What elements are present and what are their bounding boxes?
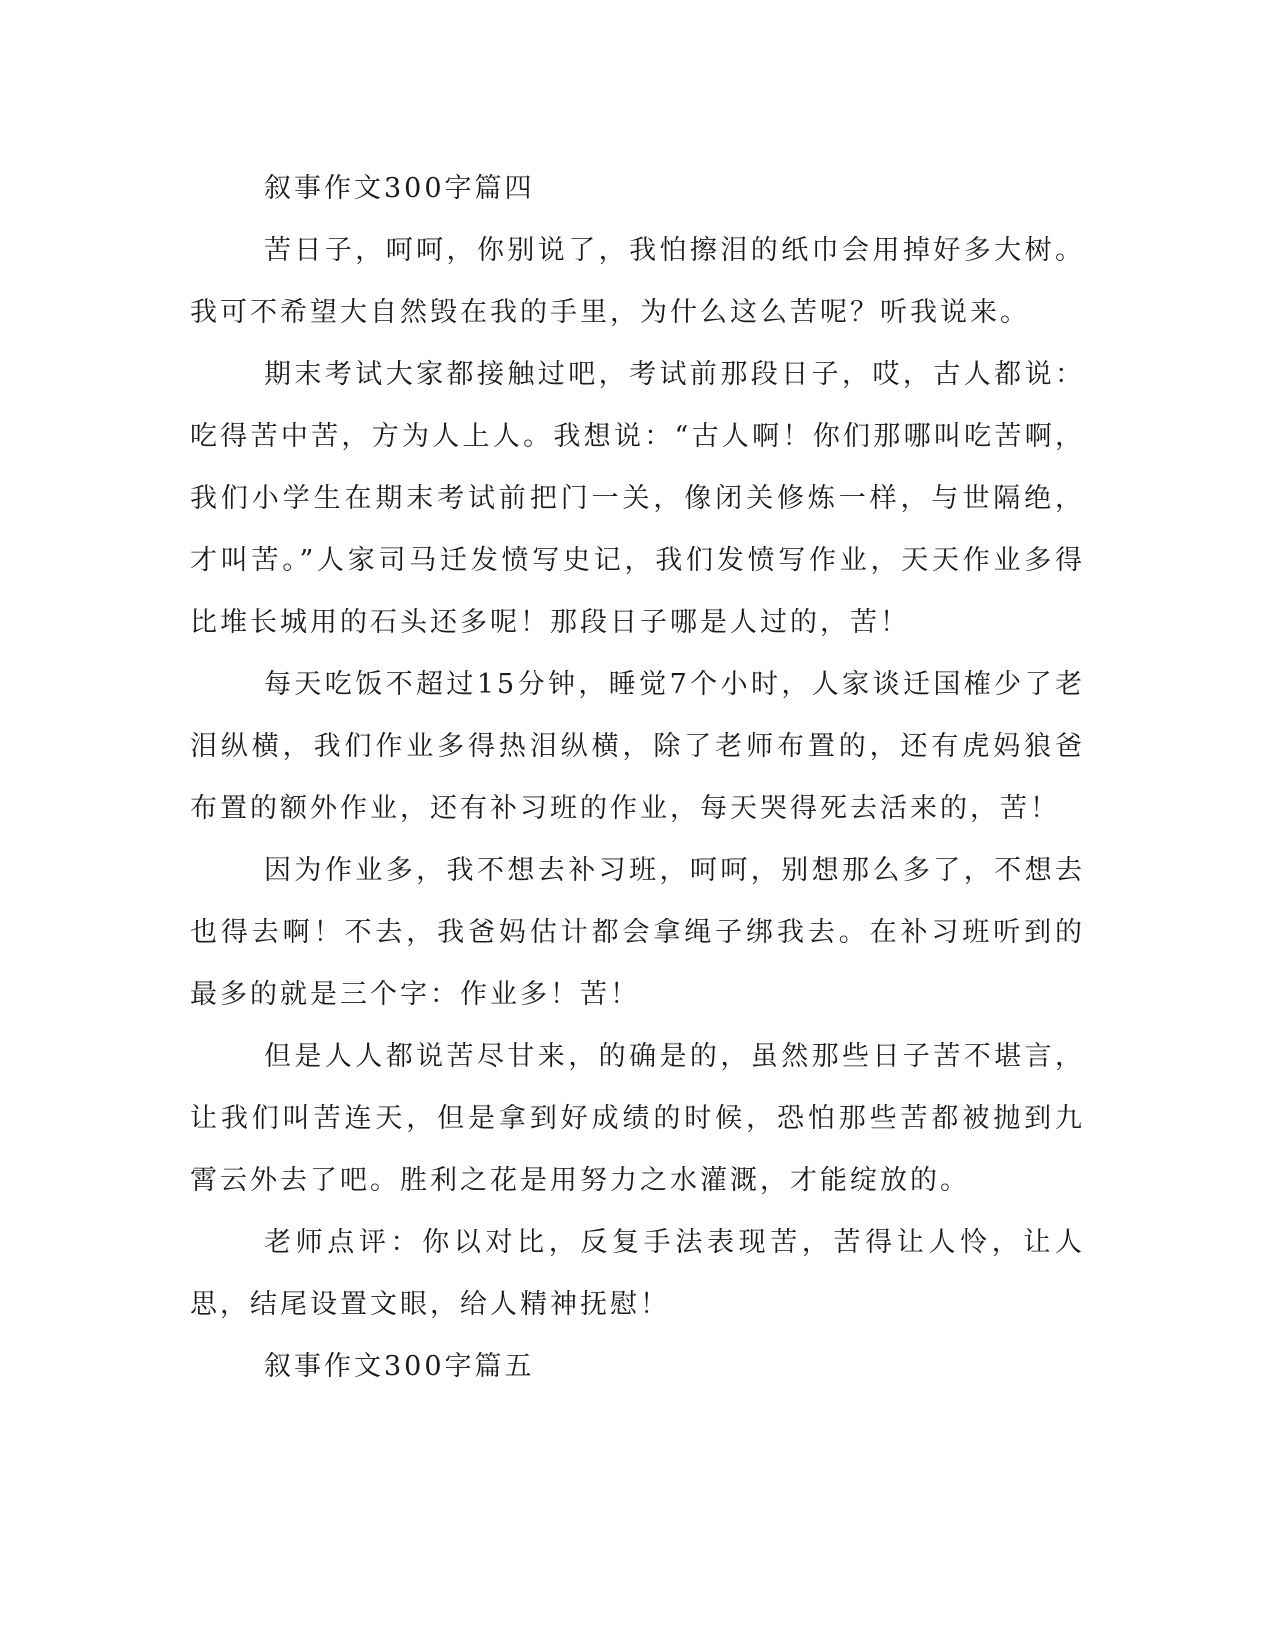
- section-heading-5: 叙事作文300字篇五: [264, 1351, 535, 1382]
- section-heading-4: 叙事作文300字篇四: [264, 173, 535, 204]
- paragraph: 期末考试大家都接触过吧，考试前那段日子，哎，古人都说：吃得苦中苦，方为人上人。我想说：“古人啊！你们那哪叫吃苦啊，我们小学生在期末考试前把门一关，像闭关修炼一样，与世隔绝，才叫苦。”人家司马迁发愤写史记，我们发愤写作业，天天作业多得比堆长城用的石头还多呢！那段日子哪是人过的，苦！: [190, 359, 1085, 638]
- paragraph: 苦日子，呵呵，你别说了，我怕擦泪的纸巾会用掉好多大树。我可不希望大自然毁在我的手里，为什么这么苦呢？听我说来。: [190, 235, 1085, 328]
- teacher-comment: 老师点评：你以对比，反复手法表现苦，苦得让人怜，让人思，结尾设置文眼，给人精神抚慰！: [190, 1227, 1085, 1320]
- document-body: [190, 158, 1085, 1398]
- paragraph: 但是人人都说苦尽甘来，的确是的，虽然那些日子苦不堪言，让我们叫苦连天，但是拿到好成绩的时候，恐怕那些苦都被抛到九霄云外去了吧。胜利之花是用努力之水灌溉，才能绽放的。: [190, 1041, 1085, 1196]
- paragraph: 每天吃饭不超过15分钟，睡觉7个小时，人家谈迁国榷少了老泪纵横，我们作业多得热泪纵横，除了老师布置的，还有虎妈狼爸布置的额外作业，还有补习班的作业，每天哭得死去活来的，苦！: [190, 669, 1085, 824]
- paragraph: 因为作业多，我不想去补习班，呵呵，别想那么多了，不想去也得去啊！不去，我爸妈估计都会拿绳子绑我去。在补习班听到的最多的就是三个字：作业多！苦！: [190, 855, 1085, 1010]
